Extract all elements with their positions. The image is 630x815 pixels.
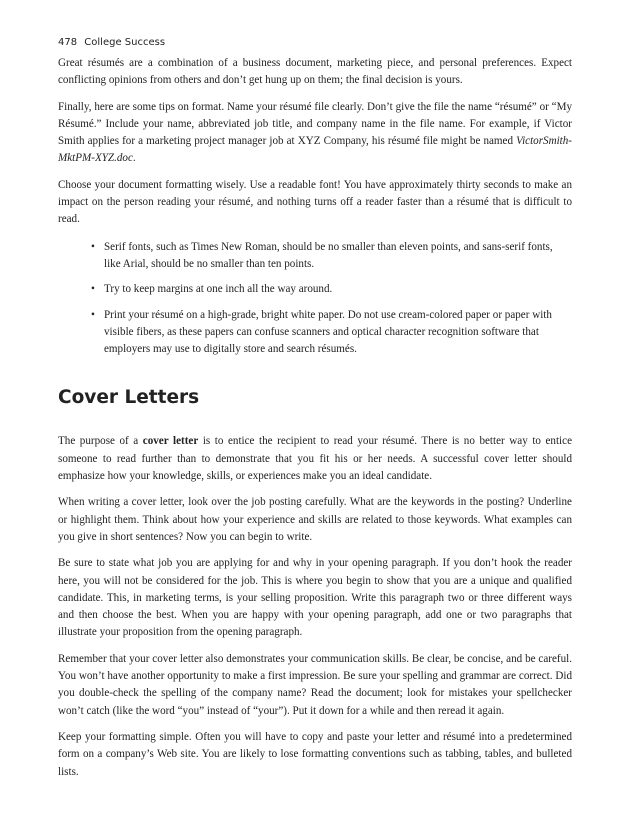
section-heading-cover-letters: Cover Letters: [58, 387, 200, 409]
page-number: 478: [58, 37, 78, 48]
list-item-text: Serif fonts, such as Times New Roman, should be no smaller than eleven points, and sans-serif fonts, like Arial, should be no smaller than ten points.: [104, 240, 553, 270]
bullet-icon: •: [91, 308, 95, 321]
list-item: [91, 239, 572, 274]
key-term-cover-letter: cover letter: [142, 435, 199, 448]
list-item: [91, 307, 572, 359]
example-filename: VictorSmith-MktPM-XYZ.doc: [58, 135, 572, 165]
cover-letter-paragraph-3: Be sure to state what job you are applying for and why in your opening paragraph. If you don’t hook the reader here, you will not be considered for the job. This is where you begin to show that you are a unique and qualified candidate. This, in marketing terms, is your selling proposition. Write this paragraph two or three different ways and then choose the best. When you are happy with your opening paragraph, add one or two paragraphs that illustrate your proposition from the opening paragraph.: [58, 557, 572, 639]
cover-letter-paragraph-2: When writing a cover letter, look over the job posting carefully. What are the keywords in the posting? Underline or highlight them. Think about how your experience and skills are related to those keywords. What examples can you give in short sentences? Now you can begin to write.: [58, 496, 572, 543]
intro-paragraph-2-end: .: [132, 152, 136, 165]
cover-letter-paragraph-5: Keep your formatting simple. Often you will have to copy and paste your letter and résumé into a predetermined form on a company’s Web site. You are likely to lose formatting conventions such as tabbing, tables, and bulleted lists.: [58, 730, 572, 778]
list-item-text: Print your résumé on a high-grade, bright white paper. Do not use cream-colored paper or paper with visible fibers, as these papers can confuse scanners and optical character recognition software that employers may use to digitally store and search résumés.: [104, 308, 552, 356]
intro-paragraph-1: Great résumés are a combination of a business document, marketing piece, and personal preferences. Expect conflicting opinions from others and don’t get hung up on them; the final decision is yours.: [58, 57, 572, 87]
intro-paragraph-3: Choose your document formatting wisely. Use a readable font! You have approximately thirty seconds to make an impact on the person reading your résumé, and nothing turns off a reader faster than a résumé that is difficult to read.: [58, 178, 572, 226]
list-item: [91, 281, 572, 298]
cover-letter-paragraph-1: [58, 433, 572, 485]
format-tips-list: [58, 239, 572, 359]
cover-letter-paragraph-4: Remember that your cover letter also demonstrates your communication skills. Be clear, be concise, and be careful. You won’t have another opportunity to make a first impression. Be sure your spelling and grammar are correct. Did you double-check the spelling of the company name? Read the document; look for mistakes your spellchecker won’t catch (like the word “you” instead of “your”). Put it down for a while and then reread it again.: [58, 652, 572, 717]
intro-paragraph-2-text: Finally, here are some tips on format. Name your résumé file clearly. Don’t give the file the name “résumé” or “My Résumé.” Include your name, abbreviated job title, and company name in the file name. For example, if Victor Smith applies for a marketing project manager job at XYZ Company, his résumé file might be named: [58, 100, 572, 148]
intro-paragraph-2: [58, 99, 572, 168]
bullet-icon: •: [91, 283, 95, 296]
cover-letter-paragraph-1-start: The purpose of a: [58, 435, 143, 448]
running-header: [58, 36, 572, 50]
bullet-icon: •: [91, 240, 95, 253]
list-item-text: Try to keep margins at one inch all the way around.: [104, 283, 333, 296]
cover-letter-paragraph-1-rest: is to entice the recipient to read your résumé. There is no better way to entice someone to read further than to demonstrate that you fit his or her needs. A successful cover letter should emphasize how your knowledge, skills, or experiences make you an ideal candidate.: [58, 435, 572, 483]
book-title: College Success: [84, 37, 166, 48]
